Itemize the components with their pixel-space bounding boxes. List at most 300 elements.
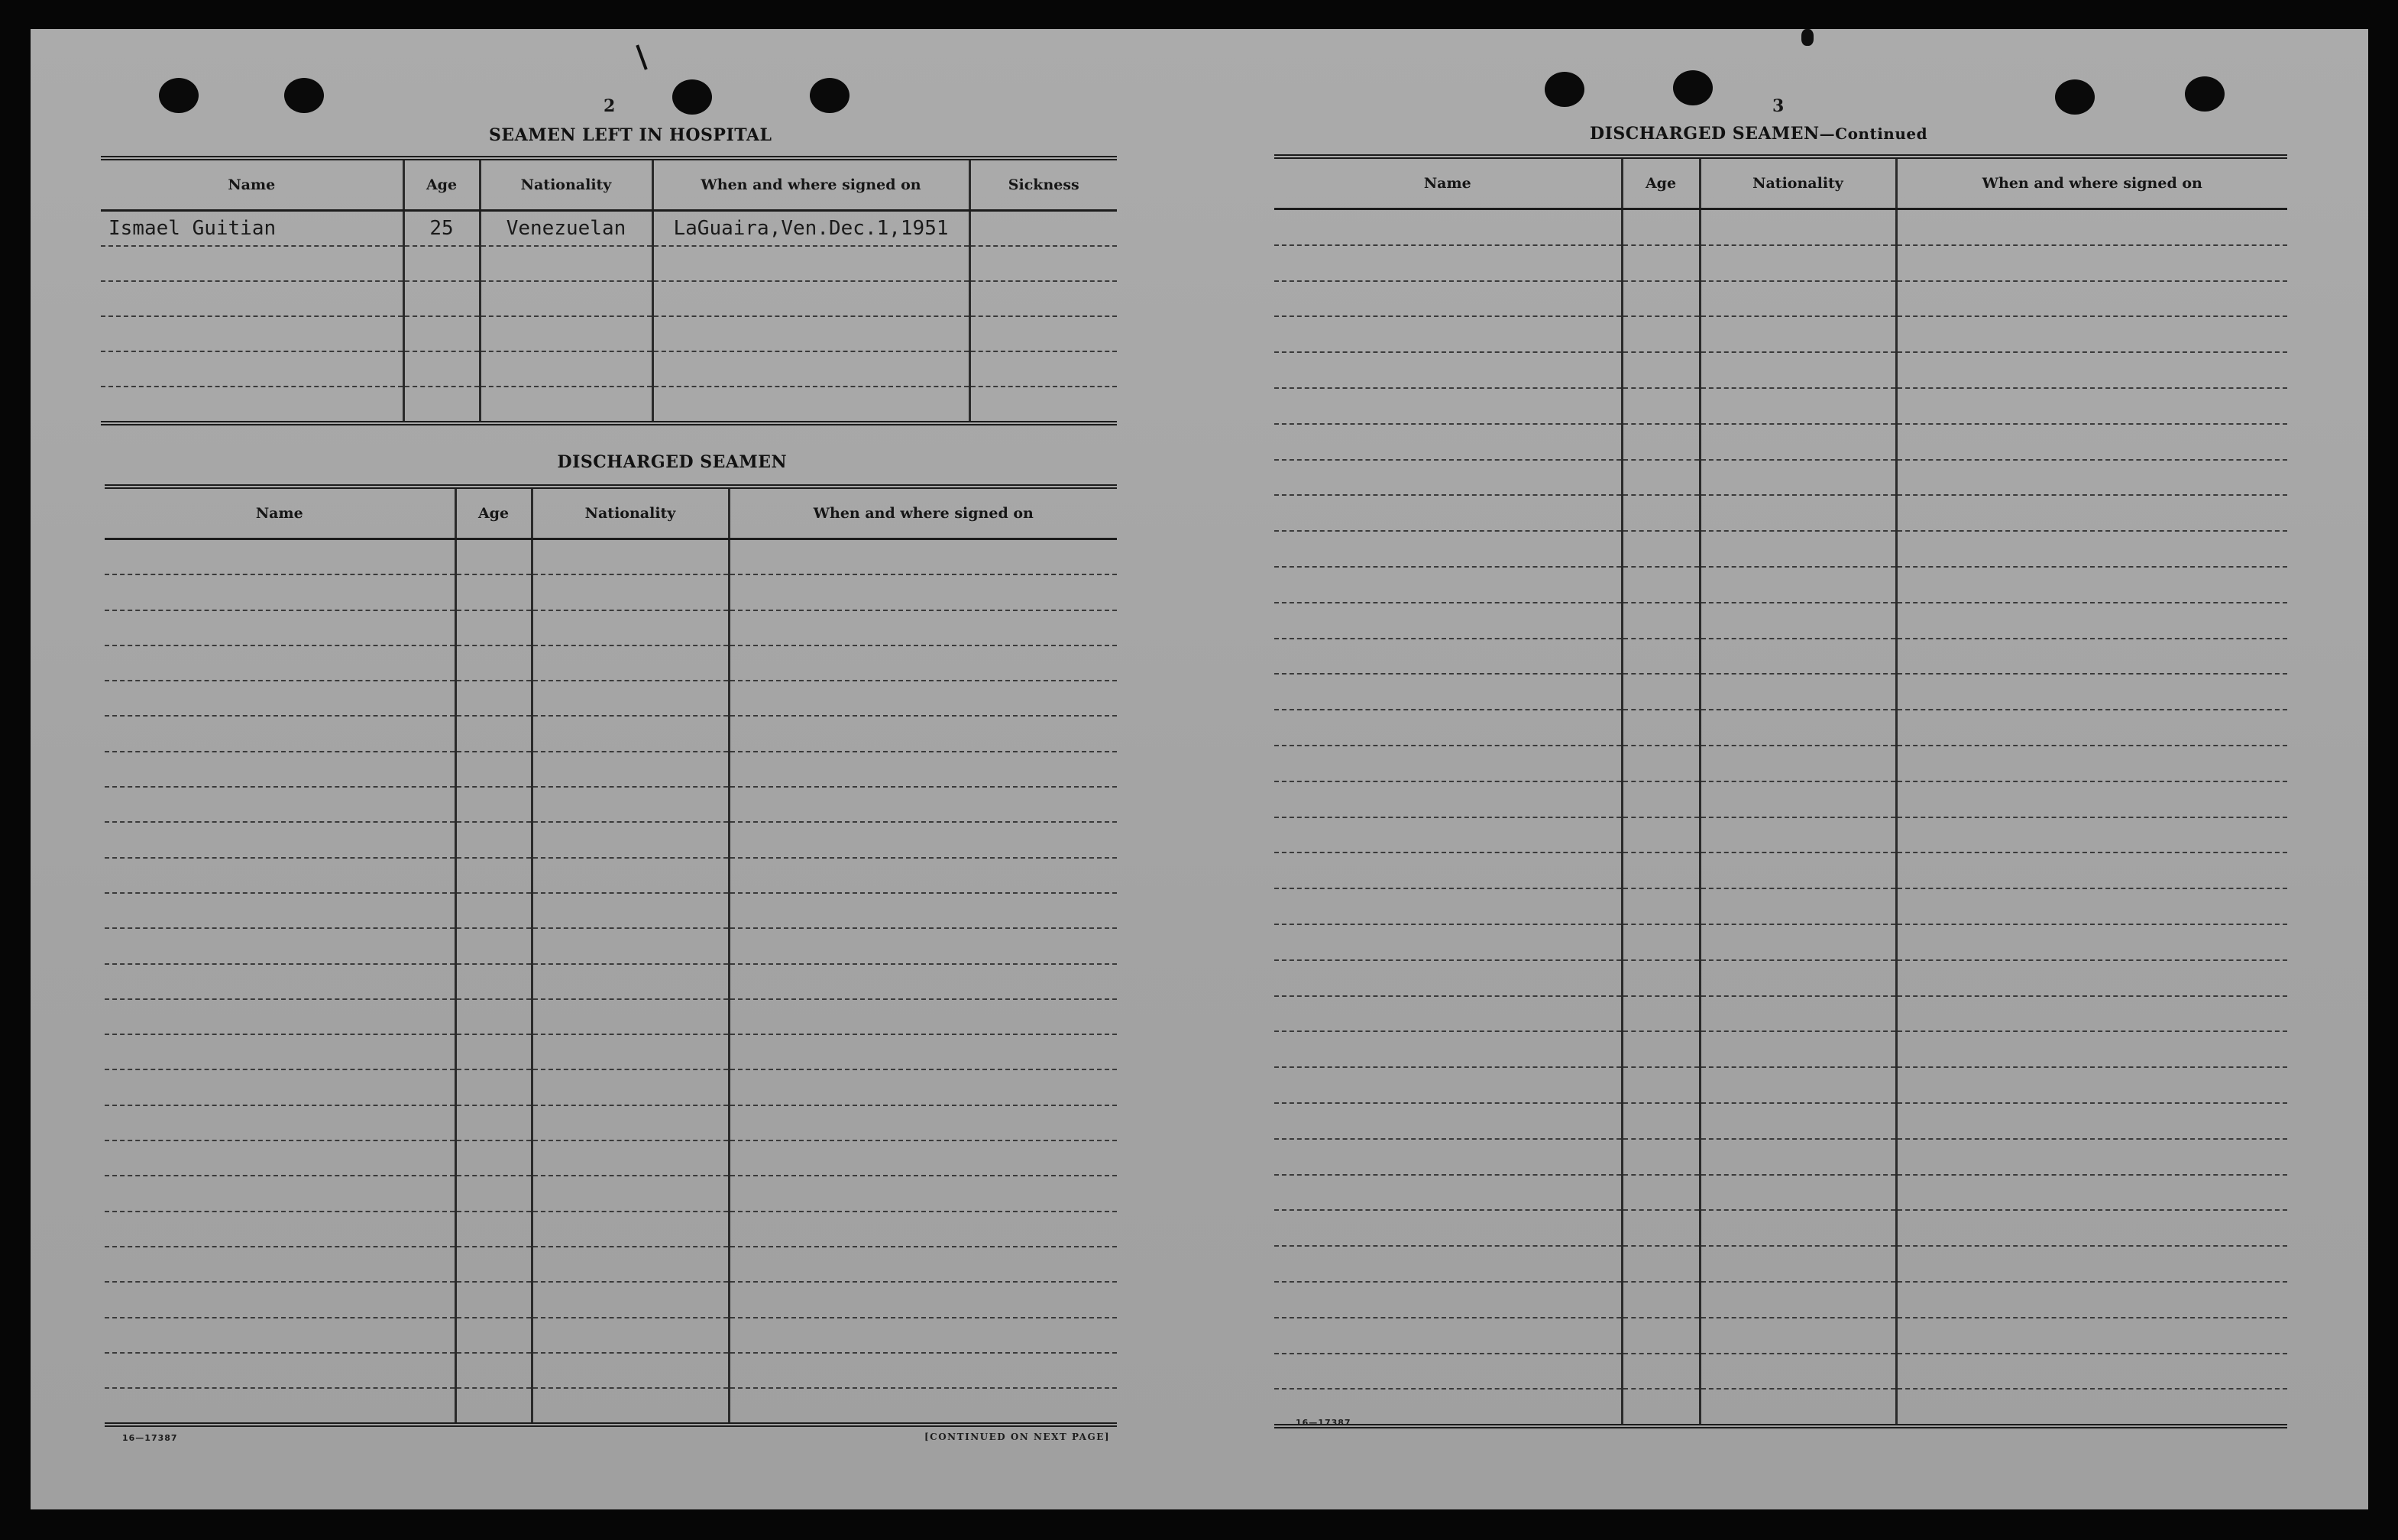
cell-age bbox=[455, 1176, 532, 1211]
cell-signed-on bbox=[729, 1388, 1117, 1425]
cell-signed-on bbox=[1896, 1389, 2287, 1426]
cell-nationality bbox=[1700, 924, 1896, 960]
table-row bbox=[1274, 460, 2287, 496]
cell-signed-on bbox=[1896, 316, 2287, 352]
cell-signed-on bbox=[652, 316, 969, 351]
cell-name bbox=[105, 1140, 455, 1176]
table-row bbox=[101, 316, 1117, 351]
cell-name bbox=[105, 1069, 455, 1105]
cell-nationality bbox=[1700, 888, 1896, 924]
cell-age bbox=[455, 1069, 532, 1105]
cell-signed-on bbox=[1896, 1246, 2287, 1282]
table-row bbox=[1274, 639, 2287, 675]
cell-nationality bbox=[1700, 781, 1896, 817]
cell-name bbox=[101, 246, 403, 281]
cell-nationality bbox=[532, 928, 729, 963]
section-title-discharged-continued bbox=[1590, 124, 1927, 144]
cell-nationality bbox=[1700, 639, 1896, 675]
table-row bbox=[1274, 603, 2287, 639]
cell-nationality bbox=[532, 893, 729, 928]
cell-sickness bbox=[969, 211, 1117, 247]
cell-nationality bbox=[1700, 460, 1896, 496]
cell-name bbox=[105, 1318, 455, 1353]
cell-name bbox=[1274, 1139, 1622, 1175]
cell-name bbox=[105, 574, 455, 610]
column-header-signed-on: When and where signed on bbox=[652, 158, 969, 211]
cell-sickness bbox=[969, 351, 1117, 387]
cell-name bbox=[105, 1282, 455, 1317]
cell-name bbox=[1274, 316, 1622, 352]
cell-age bbox=[1622, 1175, 1700, 1211]
cell-age bbox=[455, 964, 532, 999]
cell-nationality bbox=[532, 999, 729, 1034]
cell-age bbox=[1622, 746, 1700, 781]
cell-signed-on bbox=[729, 1318, 1117, 1353]
table-row bbox=[1274, 888, 2287, 924]
cell-age bbox=[455, 928, 532, 963]
form-number: 16—17387 bbox=[122, 1433, 178, 1443]
cell-age bbox=[1622, 495, 1700, 531]
punch-hole bbox=[159, 78, 199, 113]
cell-nationality bbox=[532, 1353, 729, 1388]
cell-name bbox=[1274, 495, 1622, 531]
cell-name bbox=[1274, 245, 1622, 281]
cell-nationality bbox=[1700, 1389, 1896, 1426]
cell-name bbox=[105, 1247, 455, 1282]
cell-nationality bbox=[1700, 1175, 1896, 1211]
cell-name bbox=[105, 999, 455, 1034]
cell-name bbox=[1274, 817, 1622, 853]
table-row bbox=[105, 893, 1117, 928]
cell-nationality bbox=[1700, 1067, 1896, 1103]
cell-age bbox=[1622, 639, 1700, 675]
cell-nationality bbox=[532, 681, 729, 716]
cell-name bbox=[105, 1034, 455, 1069]
cell-age: 25 bbox=[403, 211, 480, 247]
cell-nationality bbox=[1700, 1031, 1896, 1067]
table-row bbox=[1274, 388, 2287, 424]
cell-nationality bbox=[532, 752, 729, 787]
table-row bbox=[105, 1212, 1117, 1247]
cell-nationality bbox=[532, 1318, 729, 1353]
table-row bbox=[1274, 746, 2287, 781]
cell-name bbox=[105, 716, 455, 751]
table-row bbox=[1274, 674, 2287, 710]
cell-name bbox=[1274, 209, 1622, 245]
cell-age bbox=[1622, 209, 1700, 245]
cell-nationality bbox=[1700, 817, 1896, 853]
cell-nationality bbox=[1700, 603, 1896, 639]
cell-signed-on bbox=[1896, 531, 2287, 567]
cell-name bbox=[105, 822, 455, 857]
cell-nationality bbox=[532, 1105, 729, 1140]
cell-age bbox=[455, 645, 532, 681]
cell-signed-on bbox=[1896, 1031, 2287, 1067]
cell-signed-on bbox=[1896, 1139, 2287, 1175]
cell-signed-on bbox=[729, 1247, 1117, 1282]
cell-signed-on bbox=[1896, 567, 2287, 603]
punch-hole bbox=[2055, 79, 2095, 115]
cell-name bbox=[105, 1105, 455, 1140]
cell-sickness bbox=[969, 316, 1117, 351]
cell-age bbox=[1622, 781, 1700, 817]
cell-signed-on bbox=[729, 1176, 1117, 1211]
cell-age bbox=[1622, 1318, 1700, 1354]
cell-age bbox=[1622, 960, 1700, 996]
cell-signed-on bbox=[1896, 1354, 2287, 1390]
cell-nationality bbox=[532, 1034, 729, 1069]
cell-name bbox=[1274, 960, 1622, 996]
cell-name bbox=[1274, 746, 1622, 781]
cell-name bbox=[1274, 352, 1622, 388]
cell-signed-on bbox=[729, 1105, 1117, 1140]
cell-signed-on bbox=[1896, 674, 2287, 710]
cell-signed-on bbox=[1896, 1103, 2287, 1139]
table-row bbox=[1274, 960, 2287, 996]
cell-name bbox=[101, 387, 403, 423]
cell-name bbox=[105, 645, 455, 681]
discharged-table bbox=[105, 484, 1117, 1427]
cell-name bbox=[1274, 924, 1622, 960]
cell-age bbox=[1622, 888, 1700, 924]
table-row bbox=[1274, 710, 2287, 746]
cell-nationality bbox=[480, 281, 652, 316]
table-row bbox=[101, 281, 1117, 316]
cell-nationality bbox=[1700, 1318, 1896, 1354]
cell-age bbox=[455, 1282, 532, 1317]
left-page bbox=[31, 29, 1176, 1509]
table-row bbox=[105, 964, 1117, 999]
ink-mark bbox=[1801, 29, 1814, 46]
table-row bbox=[105, 574, 1117, 610]
cell-age bbox=[1622, 1389, 1700, 1426]
cell-signed-on bbox=[729, 1034, 1117, 1069]
table-row bbox=[101, 387, 1117, 423]
cell-signed-on bbox=[729, 964, 1117, 999]
table-row bbox=[1274, 1067, 2287, 1103]
cell-nationality bbox=[532, 1388, 729, 1425]
table-row bbox=[105, 716, 1117, 751]
cell-signed-on bbox=[729, 681, 1117, 716]
cell-nationality bbox=[1700, 1282, 1896, 1318]
column-header-nationality: Nationality bbox=[532, 487, 729, 539]
cell-signed-on bbox=[1896, 281, 2287, 317]
cell-name bbox=[101, 351, 403, 387]
cell-age bbox=[455, 716, 532, 751]
cell-signed-on bbox=[729, 858, 1117, 893]
table-row bbox=[1274, 1246, 2287, 1282]
table-row bbox=[1274, 1175, 2287, 1211]
table-row bbox=[1274, 1282, 2287, 1318]
cell-nationality bbox=[1700, 996, 1896, 1032]
cell-signed-on bbox=[1896, 388, 2287, 424]
cell-nationality bbox=[1700, 281, 1896, 317]
cell-age bbox=[455, 893, 532, 928]
cell-name bbox=[105, 893, 455, 928]
cell-name bbox=[105, 1353, 455, 1388]
cell-name bbox=[105, 1388, 455, 1425]
cell-nationality bbox=[1700, 1103, 1896, 1139]
cell-age bbox=[1622, 852, 1700, 888]
cell-signed-on bbox=[1896, 209, 2287, 245]
cell-age bbox=[455, 1318, 532, 1353]
cell-name bbox=[105, 858, 455, 893]
cell-signed-on bbox=[1896, 245, 2287, 281]
cell-signed-on bbox=[1896, 352, 2287, 388]
cell-age bbox=[1622, 352, 1700, 388]
table-row bbox=[1274, 1389, 2287, 1426]
section-title-hospital: SEAMEN LEFT IN HOSPITAL bbox=[489, 125, 772, 145]
cell-age bbox=[455, 1353, 532, 1388]
cell-name bbox=[1274, 710, 1622, 746]
cell-age bbox=[1622, 281, 1700, 317]
table-row bbox=[105, 999, 1117, 1034]
table-row bbox=[1274, 352, 2287, 388]
table-row bbox=[105, 1034, 1117, 1069]
continued-note: [CONTINUED ON NEXT PAGE] bbox=[924, 1432, 1111, 1442]
cell-nationality bbox=[1700, 531, 1896, 567]
cell-nationality bbox=[480, 387, 652, 423]
table-row bbox=[105, 1069, 1117, 1105]
discharged-continued-table bbox=[1274, 154, 2287, 1428]
cell-age bbox=[1622, 1031, 1700, 1067]
table-row bbox=[1274, 567, 2287, 603]
cell-signed-on bbox=[652, 351, 969, 387]
cell-age bbox=[455, 1105, 532, 1140]
hospital-table bbox=[101, 156, 1117, 425]
cell-name bbox=[105, 787, 455, 822]
column-header-signed-on: When and where signed on bbox=[729, 487, 1117, 539]
cell-nationality bbox=[532, 610, 729, 645]
cell-age bbox=[455, 1140, 532, 1176]
table-row bbox=[1274, 245, 2287, 281]
cell-nationality bbox=[532, 787, 729, 822]
cell-signed-on bbox=[1896, 960, 2287, 996]
punch-hole bbox=[810, 78, 849, 113]
cell-nationality bbox=[532, 964, 729, 999]
cell-name bbox=[105, 964, 455, 999]
cell-name bbox=[1274, 1354, 1622, 1390]
cell-signed-on bbox=[1896, 1318, 2287, 1354]
table-row bbox=[105, 645, 1117, 681]
table-row bbox=[1274, 1210, 2287, 1246]
cell-name bbox=[1274, 781, 1622, 817]
cell-name bbox=[1274, 567, 1622, 603]
cell-age bbox=[455, 1212, 532, 1247]
cell-nationality bbox=[532, 645, 729, 681]
cell-name bbox=[1274, 1246, 1622, 1282]
cell-age bbox=[1622, 388, 1700, 424]
cell-age bbox=[1622, 1282, 1700, 1318]
cell-nationality bbox=[532, 1176, 729, 1211]
cell-nationality bbox=[1700, 852, 1896, 888]
cell-age bbox=[455, 610, 532, 645]
cell-age bbox=[1622, 316, 1700, 352]
table-row bbox=[105, 1176, 1117, 1211]
table-row bbox=[1274, 1139, 2287, 1175]
column-header-age: Age bbox=[1622, 157, 1700, 209]
cell-name bbox=[105, 752, 455, 787]
table-row bbox=[105, 1247, 1117, 1282]
cell-nationality bbox=[532, 1247, 729, 1282]
cell-name bbox=[1274, 639, 1622, 675]
table-row bbox=[101, 246, 1117, 281]
ink-mark bbox=[636, 44, 647, 70]
cell-nationality bbox=[480, 246, 652, 281]
cell-nationality bbox=[1700, 352, 1896, 388]
cell-age bbox=[1622, 996, 1700, 1032]
cell-signed-on bbox=[729, 574, 1117, 610]
cell-nationality bbox=[532, 574, 729, 610]
column-header-name: Name bbox=[105, 487, 455, 539]
cell-signed-on bbox=[729, 822, 1117, 857]
cell-nationality bbox=[532, 716, 729, 751]
cell-signed-on bbox=[1896, 710, 2287, 746]
cell-signed-on bbox=[729, 752, 1117, 787]
section-title-continued: —Continued bbox=[1819, 125, 1928, 143]
page-number: 3 bbox=[1772, 96, 1785, 116]
cell-name bbox=[1274, 1031, 1622, 1067]
punch-hole bbox=[284, 78, 324, 113]
cell-name bbox=[105, 928, 455, 963]
cell-signed-on bbox=[729, 645, 1117, 681]
cell-name bbox=[1274, 1067, 1622, 1103]
table-row bbox=[105, 681, 1117, 716]
cell-age bbox=[455, 681, 532, 716]
cell-age bbox=[403, 281, 480, 316]
table-header-row bbox=[105, 487, 1117, 539]
punch-hole bbox=[1673, 70, 1713, 105]
cell-nationality bbox=[532, 1282, 729, 1317]
cell-name bbox=[105, 1176, 455, 1211]
cell-age bbox=[455, 1247, 532, 1282]
cell-nationality: Venezuelan bbox=[480, 211, 652, 247]
cell-signed-on bbox=[1896, 1282, 2287, 1318]
cell-signed-on bbox=[729, 1140, 1117, 1176]
punch-hole bbox=[672, 79, 712, 115]
cell-name bbox=[105, 610, 455, 645]
cell-age bbox=[1622, 460, 1700, 496]
cell-name bbox=[1274, 460, 1622, 496]
cell-name bbox=[1274, 388, 1622, 424]
column-header-name: Name bbox=[101, 158, 403, 211]
cell-age bbox=[455, 858, 532, 893]
cell-age bbox=[455, 539, 532, 575]
table-header-row bbox=[1274, 157, 2287, 209]
cell-age bbox=[1622, 1067, 1700, 1103]
cell-nationality bbox=[1700, 1139, 1896, 1175]
column-header-nationality: Nationality bbox=[480, 158, 652, 211]
table-row bbox=[1274, 1103, 2287, 1139]
cell-signed-on bbox=[652, 387, 969, 423]
cell-age bbox=[1622, 924, 1700, 960]
cell-signed-on bbox=[1896, 924, 2287, 960]
punch-hole bbox=[1545, 72, 1584, 107]
cell-age bbox=[1622, 1246, 1700, 1282]
cell-signed-on bbox=[729, 716, 1117, 751]
cell-signed-on bbox=[1896, 1210, 2287, 1246]
cell-age bbox=[1622, 710, 1700, 746]
cell-age bbox=[1622, 817, 1700, 853]
column-header-name: Name bbox=[1274, 157, 1622, 209]
cell-signed-on bbox=[729, 999, 1117, 1034]
cell-signed-on bbox=[1896, 639, 2287, 675]
cell-nationality bbox=[1700, 495, 1896, 531]
cell-signed-on bbox=[729, 1353, 1117, 1388]
column-header-nationality: Nationality bbox=[1700, 157, 1896, 209]
cell-name bbox=[1274, 281, 1622, 317]
table-row bbox=[101, 211, 1117, 247]
cell-age bbox=[455, 1388, 532, 1425]
table-row bbox=[1274, 817, 2287, 853]
table-row bbox=[105, 928, 1117, 963]
cell-name bbox=[1274, 424, 1622, 460]
cell-nationality bbox=[480, 351, 652, 387]
section-title-main: DISCHARGED SEAMEN bbox=[1590, 124, 1820, 144]
cell-name bbox=[1274, 674, 1622, 710]
cell-age bbox=[1622, 567, 1700, 603]
cell-age bbox=[455, 822, 532, 857]
table-row bbox=[1274, 316, 2287, 352]
cell-nationality bbox=[532, 539, 729, 575]
table-row bbox=[1274, 1354, 2287, 1390]
table-row bbox=[1274, 495, 2287, 531]
cell-nationality bbox=[1700, 1210, 1896, 1246]
cell-age bbox=[455, 787, 532, 822]
table-row bbox=[105, 752, 1117, 787]
table-row bbox=[1274, 1318, 2287, 1354]
cell-name bbox=[1274, 1282, 1622, 1318]
cell-name bbox=[1274, 603, 1622, 639]
cell-name bbox=[1274, 1318, 1622, 1354]
cell-signed-on bbox=[1896, 888, 2287, 924]
table-row bbox=[105, 1105, 1117, 1140]
table-row bbox=[1274, 281, 2287, 317]
cell-nationality bbox=[1700, 424, 1896, 460]
cell-name bbox=[1274, 996, 1622, 1032]
cell-signed-on bbox=[729, 1282, 1117, 1317]
cell-age bbox=[455, 1034, 532, 1069]
punch-hole bbox=[2185, 76, 2225, 112]
table-row bbox=[1274, 996, 2287, 1032]
cell-signed-on bbox=[1896, 603, 2287, 639]
cell-age bbox=[403, 316, 480, 351]
table-row bbox=[105, 539, 1117, 575]
cell-name bbox=[101, 281, 403, 316]
cell-signed-on bbox=[1896, 1175, 2287, 1211]
section-title-discharged: DISCHARGED SEAMEN bbox=[557, 452, 788, 472]
table-row bbox=[105, 610, 1117, 645]
cell-age bbox=[1622, 674, 1700, 710]
table-row bbox=[1274, 424, 2287, 460]
table-row bbox=[105, 787, 1117, 822]
table-row bbox=[101, 351, 1117, 387]
table-row bbox=[105, 1318, 1117, 1353]
table-row bbox=[105, 1353, 1117, 1388]
cell-sickness bbox=[969, 281, 1117, 316]
cell-age bbox=[1622, 1354, 1700, 1390]
page-number: 2 bbox=[604, 96, 616, 116]
cell-sickness bbox=[969, 246, 1117, 281]
column-header-age: Age bbox=[455, 487, 532, 539]
cell-name bbox=[105, 681, 455, 716]
cell-nationality bbox=[1700, 209, 1896, 245]
cell-age bbox=[455, 999, 532, 1034]
cell-signed-on bbox=[729, 787, 1117, 822]
cell-age bbox=[1622, 424, 1700, 460]
cell-name bbox=[1274, 1210, 1622, 1246]
cell-name bbox=[1274, 852, 1622, 888]
